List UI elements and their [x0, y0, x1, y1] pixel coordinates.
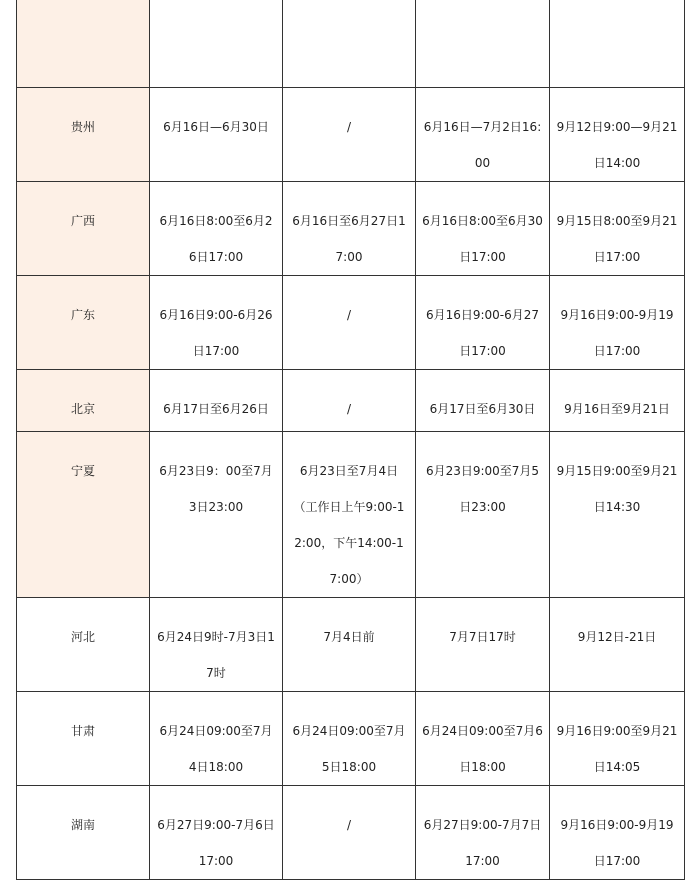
province-cell: 贵州 — [17, 88, 150, 182]
period-1-cell: 6月23日9：00至7月3日23:00 — [150, 432, 283, 598]
table-cell-partial — [550, 0, 685, 88]
table-row — [17, 786, 685, 880]
period-4-cell: 9月16日9:00-9月19日17:00 — [550, 786, 685, 880]
schedule-table — [16, 0, 685, 880]
period-4-cell: 9月15日8:00至9月21日17:00 — [550, 182, 685, 276]
period-1-cell: 6月27日9:00-7月6日17:00 — [150, 786, 283, 880]
table-row — [17, 432, 685, 598]
table-row — [17, 692, 685, 786]
period-2-cell: 6月16日至6月27日17:00 — [283, 182, 416, 276]
period-4-cell: 9月16日至9月21日 — [550, 370, 685, 432]
period-4-cell: 9月12日-21日 — [550, 598, 685, 692]
period-2-cell: / — [283, 276, 416, 370]
period-3-cell: 7月7日17时 — [416, 598, 550, 692]
period-1-cell: 6月17日至6月26日 — [150, 370, 283, 432]
period-1-cell: 6月16日8:00至6月26日17:00 — [150, 182, 283, 276]
period-3-cell: 6月24日09:00至7月6日18:00 — [416, 692, 550, 786]
table-cell-partial — [17, 0, 150, 88]
period-3-cell: 6月16日8:00至6月30日17:00 — [416, 182, 550, 276]
period-1-cell: 6月16日9:00-6月26日17:00 — [150, 276, 283, 370]
table-row — [17, 182, 685, 276]
period-2-cell: 7月4日前 — [283, 598, 416, 692]
period-1-cell: 6月16日—6月30日 — [150, 88, 283, 182]
period-1-cell: 6月24日09:00至7月4日18:00 — [150, 692, 283, 786]
table-row — [17, 276, 685, 370]
period-2-cell: 6月24日09:00至7月5日18:00 — [283, 692, 416, 786]
period-4-cell: 9月16日9:00至9月21日14:05 — [550, 692, 685, 786]
period-4-cell: 9月15日9:00至9月21日14:30 — [550, 432, 685, 598]
table-cell-partial — [416, 0, 550, 88]
table-cell-partial — [150, 0, 283, 88]
province-cell: 广东 — [17, 276, 150, 370]
period-2-cell: / — [283, 786, 416, 880]
table-row — [17, 598, 685, 692]
period-3-cell: 6月23日9:00至7月5日23:00 — [416, 432, 550, 598]
province-cell: 北京 — [17, 370, 150, 432]
province-cell: 广西 — [17, 182, 150, 276]
table-row-partial-top — [17, 0, 685, 88]
period-2-cell: 6月23日至7月4日（工作日上午9:00-12:00，下午14:00-17:00） — [283, 432, 416, 598]
period-1-cell: 6月24日9时-7月3日17时 — [150, 598, 283, 692]
province-cell: 甘肃 — [17, 692, 150, 786]
province-cell: 湖南 — [17, 786, 150, 880]
table-row — [17, 370, 685, 432]
period-2-cell: / — [283, 88, 416, 182]
period-3-cell: 6月17日至6月30日 — [416, 370, 550, 432]
period-3-cell: 6月16日9:00-6月27日17:00 — [416, 276, 550, 370]
table-row — [17, 88, 685, 182]
province-cell: 宁夏 — [17, 432, 150, 598]
period-3-cell: 6月27日9:00-7月7日17:00 — [416, 786, 550, 880]
table-cell-partial — [283, 0, 416, 88]
period-2-cell: / — [283, 370, 416, 432]
period-4-cell: 9月16日9:00-9月19日17:00 — [550, 276, 685, 370]
schedule-table-body — [17, 0, 685, 880]
period-4-cell: 9月12日9:00—9月21日14:00 — [550, 88, 685, 182]
province-cell: 河北 — [17, 598, 150, 692]
period-3-cell: 6月16日—7月2日16:00 — [416, 88, 550, 182]
